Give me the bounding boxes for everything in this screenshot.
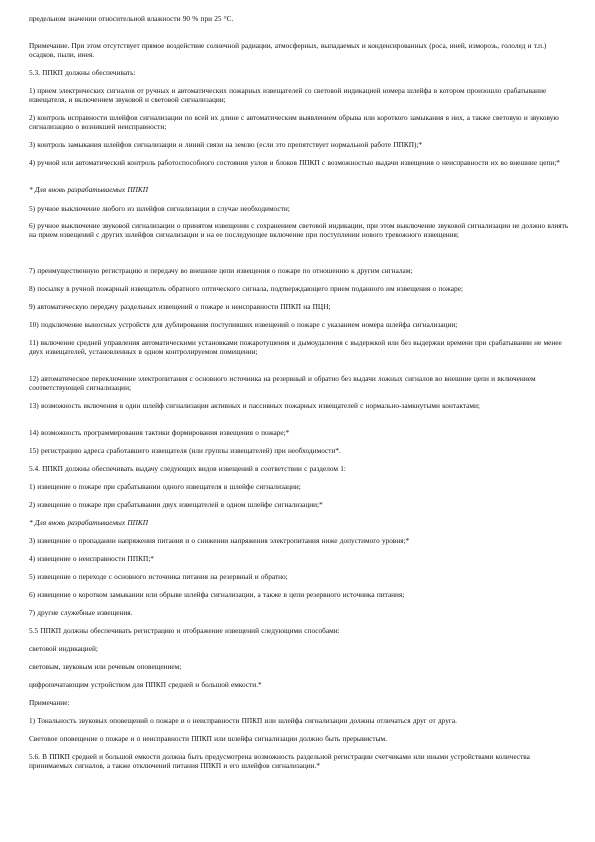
paragraph: 5) ручное выключение любого из шлейфов сигнализации в случае необходимости; [29, 204, 290, 213]
paragraph: 5.4. ППКП должны обеспечивать выдачу следующих видов извещений в соответствии с разделом 1: [29, 464, 346, 473]
paragraph: 8) посылку в ручной пожарный извещатель обратного оптического сигнала, подтверждающего прием поданного им извещения о пожаре; [29, 284, 463, 293]
footnote-marker: * Для вновь разрабатываемых ППКП [29, 185, 148, 194]
paragraph: 4) извещение о неисправности ППКП;* [29, 554, 154, 563]
paragraph: 3) извещение о пропадании напряжения питания и о снижении напряжения электропитания ниже допустимого уровня;* [29, 536, 410, 545]
paragraph: 1) прием электрических сигналов от ручных и автоматических пожарных извещателей со световой индикацией номера шлейфа в котором произошло срабатывание извещателя, и включением звуковой и световой сигнализации; [29, 86, 547, 105]
paragraph: 2) контроль исправности шлейфов сигнализации по всей их длине с автоматическим выявлением обрыва или короткого замыкания в них, а также световую и звуковую сигнализацию о возникшей неисправности; [29, 113, 559, 132]
paragraph: 14) возможность программирования тактики формирования извещения о пожаре;* [29, 428, 290, 437]
paragraph: Примечание: [29, 698, 70, 707]
paragraph: 6) ручное выключение звуковой сигнализации о принятом извещении с сохранением световой индикации, при этом выключение звуковой сигнализации не должно влиять на прием извещений с других шлейфов сигнализации и на ее последующее включение при поступлении нового тревожного извещения; [29, 221, 569, 240]
paragraph: 7) преимущественную регистрацию и передачу во внешние цепи извещения о пожаре по отношению к другим сигналам; [29, 266, 413, 275]
paragraph: 5.6. В ППКП средней и большой емкости должна быть предусмотрена возможность раздельной регистрации счетчиками или иными устройствами количества принимаемых сигналов, а также отключений питания ППКП и его шлейфов сигнализации.* [29, 752, 530, 771]
paragraph: 12) автоматическое переключение электропитания с основного источника на резервный и обратно без выдачи ложных сигналов во внешние цепи и включением соответствующей сигнализации; [29, 374, 536, 393]
paragraph: 7) другие служебные извещения. [29, 608, 133, 617]
paragraph: 9) автоматическую передачу раздельных извещений о пожаре и неисправности ППКП на ПЦН; [29, 302, 331, 311]
paragraph: цифропечатающим устройством для ППКП средней и большой емкости.* [29, 680, 262, 689]
paragraph: 5) извещение о переходе с основного источника питания на резервный и обратно; [29, 572, 288, 581]
paragraph: 1) извещение о пожаре при срабатывании одного извещателя в шлейфе сигнализации; [29, 482, 301, 491]
paragraph: 5.3. ППКП должны обеспечивать: [29, 68, 136, 77]
paragraph: 1) Тональность звуковых оповещений о пожаре и о неисправности ППКП или шлейфа сигнализации должны отличаться друг от друга. [29, 716, 457, 725]
paragraph: 13) возможность включения в один шлейф сигнализации активных и пассивных пожарных извещателей с нормально-замкнутыми контактами; [29, 401, 480, 410]
paragraph: Примечание. При этом отсутствует прямое воздействие солнечной радиации, атмосферных, выпадаемых и конденсированных (роса, иней, изморозь, гололед и т.п.) осадков, пыли, инея. [29, 41, 547, 60]
paragraph: 5.5 ППКП должны обеспечивать регистрацию и отображение извещений следующими способами: [29, 626, 340, 635]
paragraph: 4) ручной или автоматический контроль работоспособного состояния узлов и блоков ППКП с возможностью выдачи извещения о неисправности их во внешние цепи;* [29, 158, 560, 167]
footnote-marker: * Для вновь разрабатываемых ППКП [29, 518, 148, 527]
paragraph: 15) регистрацию адреса сработавшего извещателя (или группы извещателей) при необходимости*. [29, 446, 341, 455]
paragraph: световым, звуковым или речевым оповещением; [29, 662, 182, 671]
paragraph: 6) извещение о коротком замыкании или обрыве шлейфа сигнализации, а также в цепи резервного источника питания; [29, 590, 405, 599]
paragraph: 10) подключение выносных устройств для дублирования поступивших извещений о пожаре с указанием номера шлейфа сигнализации; [29, 320, 458, 329]
paragraph: 2) извещение о пожаре при срабатывании двух извещателей в одном шлейфе сигнализации;* [29, 500, 323, 509]
paragraph: Световое оповещение о пожаре и о неисправности ППКП или шлейфа сигнализации должно быть прерывистым. [29, 734, 387, 743]
paragraph: 3) контроль замыкания шлейфов сигнализации и линий связи на землю (если это препятствует нормальной работе ППКП);* [29, 140, 423, 149]
paragraph: световой индикацией; [29, 644, 98, 653]
paragraph: 11) включение средней управления автоматическими установками пожаротушения и дымоудаления с выдержкой или без выдержки времени при срабатывании не менее двух извещателей, установленных в одном контролируемом помещении; [29, 338, 562, 357]
paragraph: предельном значении относительной влажности 90 % при 25 °С. [29, 14, 234, 23]
